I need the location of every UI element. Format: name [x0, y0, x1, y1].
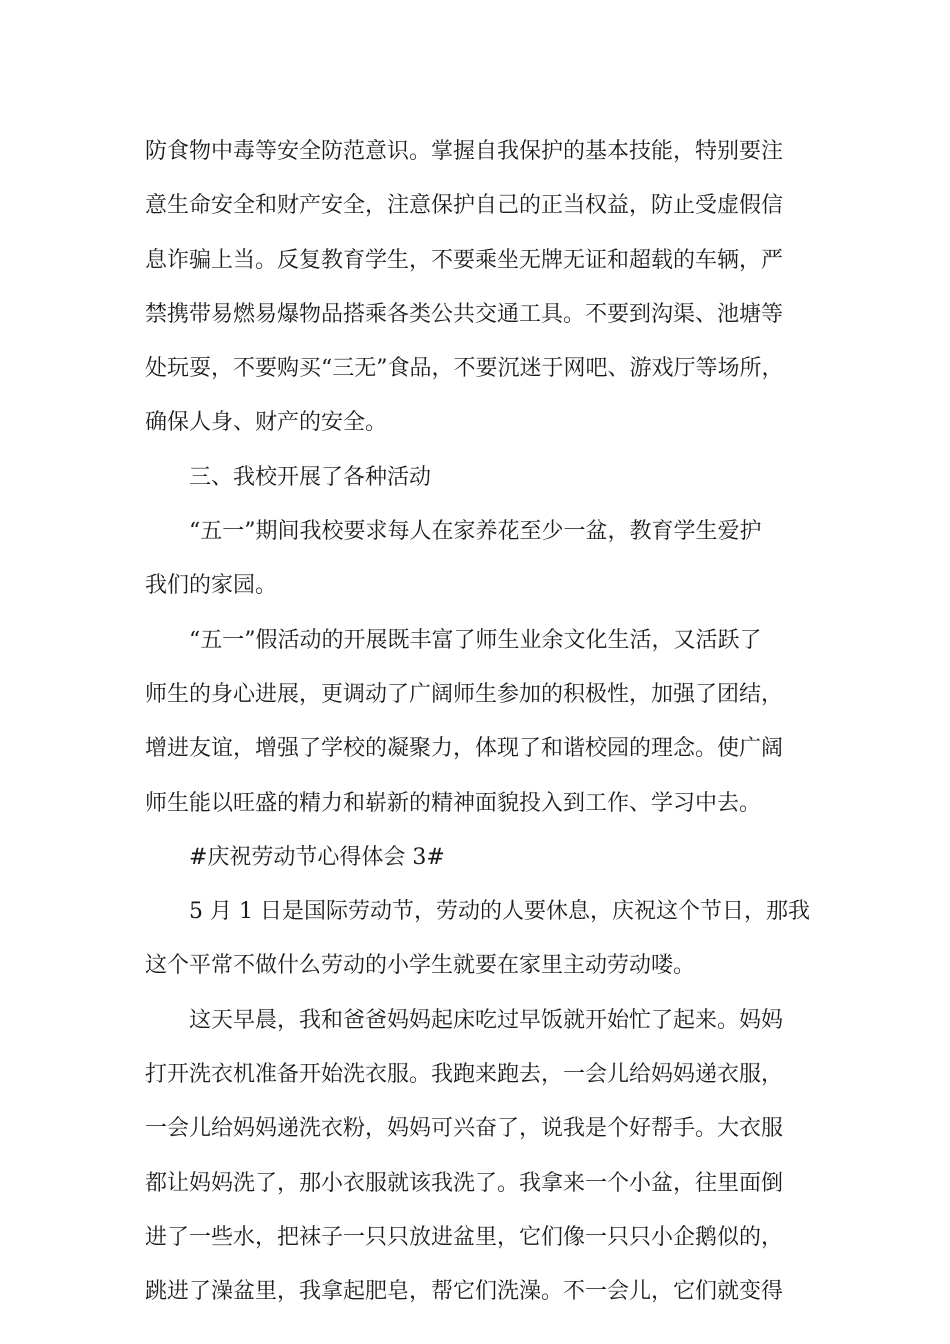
- text-line: “五一”假活动的开展既丰富了师生业余文化生活，又活跃了: [189, 627, 762, 653]
- text-line: 增进友谊，增强了学校的凝聚力，体现了和谐校园的理念。使广阔: [145, 736, 784, 762]
- text-line: “五一”期间我校要求每人在家养花至少一盆，教育学生爱护: [189, 519, 762, 545]
- section-heading: 三、我校开展了各种活动: [189, 464, 432, 490]
- text-line: 这天早晨，我和爸爸妈妈起床吃过早饭就开始忙了起来。妈妈: [189, 1007, 784, 1033]
- document-body: [145, 130, 815, 1325]
- text-line: 这个平常不做什么劳动的小学生就要在家里主动劳动喽。: [145, 953, 696, 979]
- text-line: 息诈骗上当。反复教育学生，不要乘坐无牌无证和超载的车辆，严: [145, 247, 784, 273]
- text-line: 5 月 1 日是国际劳动节，劳动的人要休息，庆祝这个节日，那我: [189, 899, 810, 925]
- text-line: 都让妈妈洗了，那小衣服就该我洗了。我拿来一个小盆，往里面倒: [145, 1170, 784, 1196]
- text-line: 意生命安全和财产安全，注意保护自己的正当权益，防止受虚假信: [145, 193, 784, 219]
- text-line: 我们的家园。: [145, 573, 278, 599]
- text-line: 一会儿给妈妈递洗衣粉，妈妈可兴奋了，说我是个好帮手。大衣服: [145, 1116, 784, 1142]
- text-line: 处玩耍，不要购买“三无”食品，不要沉迷于网吧、游戏厅等场所，: [145, 356, 784, 382]
- text-line: 打开洗衣机准备开始洗衣服。我跑来跑去，一会儿给妈妈递衣服，: [145, 1062, 784, 1088]
- text-line: 师生的身心进展，更调动了广阔师生参加的积极性，加强了团结，: [145, 681, 784, 707]
- text-line: 跳进了澡盆里，我拿起肥皂，帮它们洗澡。不一会儿，它们就变得: [145, 1279, 784, 1305]
- text-line: 确保人身、财产的安全。: [145, 410, 388, 436]
- text-line: 防食物中毒等安全防范意识。掌握自我保护的基本技能，特别要注: [145, 139, 784, 164]
- text-line: 进了一些水，把袜子一只只放进盆里，它们像一只只小企鹅似的，: [145, 1224, 784, 1250]
- text-line: 师生能以旺盛的精力和崭新的精神面貌投入到工作、学习中去。: [145, 790, 762, 816]
- section-heading: #庆祝劳动节心得体会 3#: [189, 844, 445, 870]
- text-line: 禁携带易燃易爆物品搭乘各类公共交通工具。不要到沟渠、池塘等: [145, 301, 784, 327]
